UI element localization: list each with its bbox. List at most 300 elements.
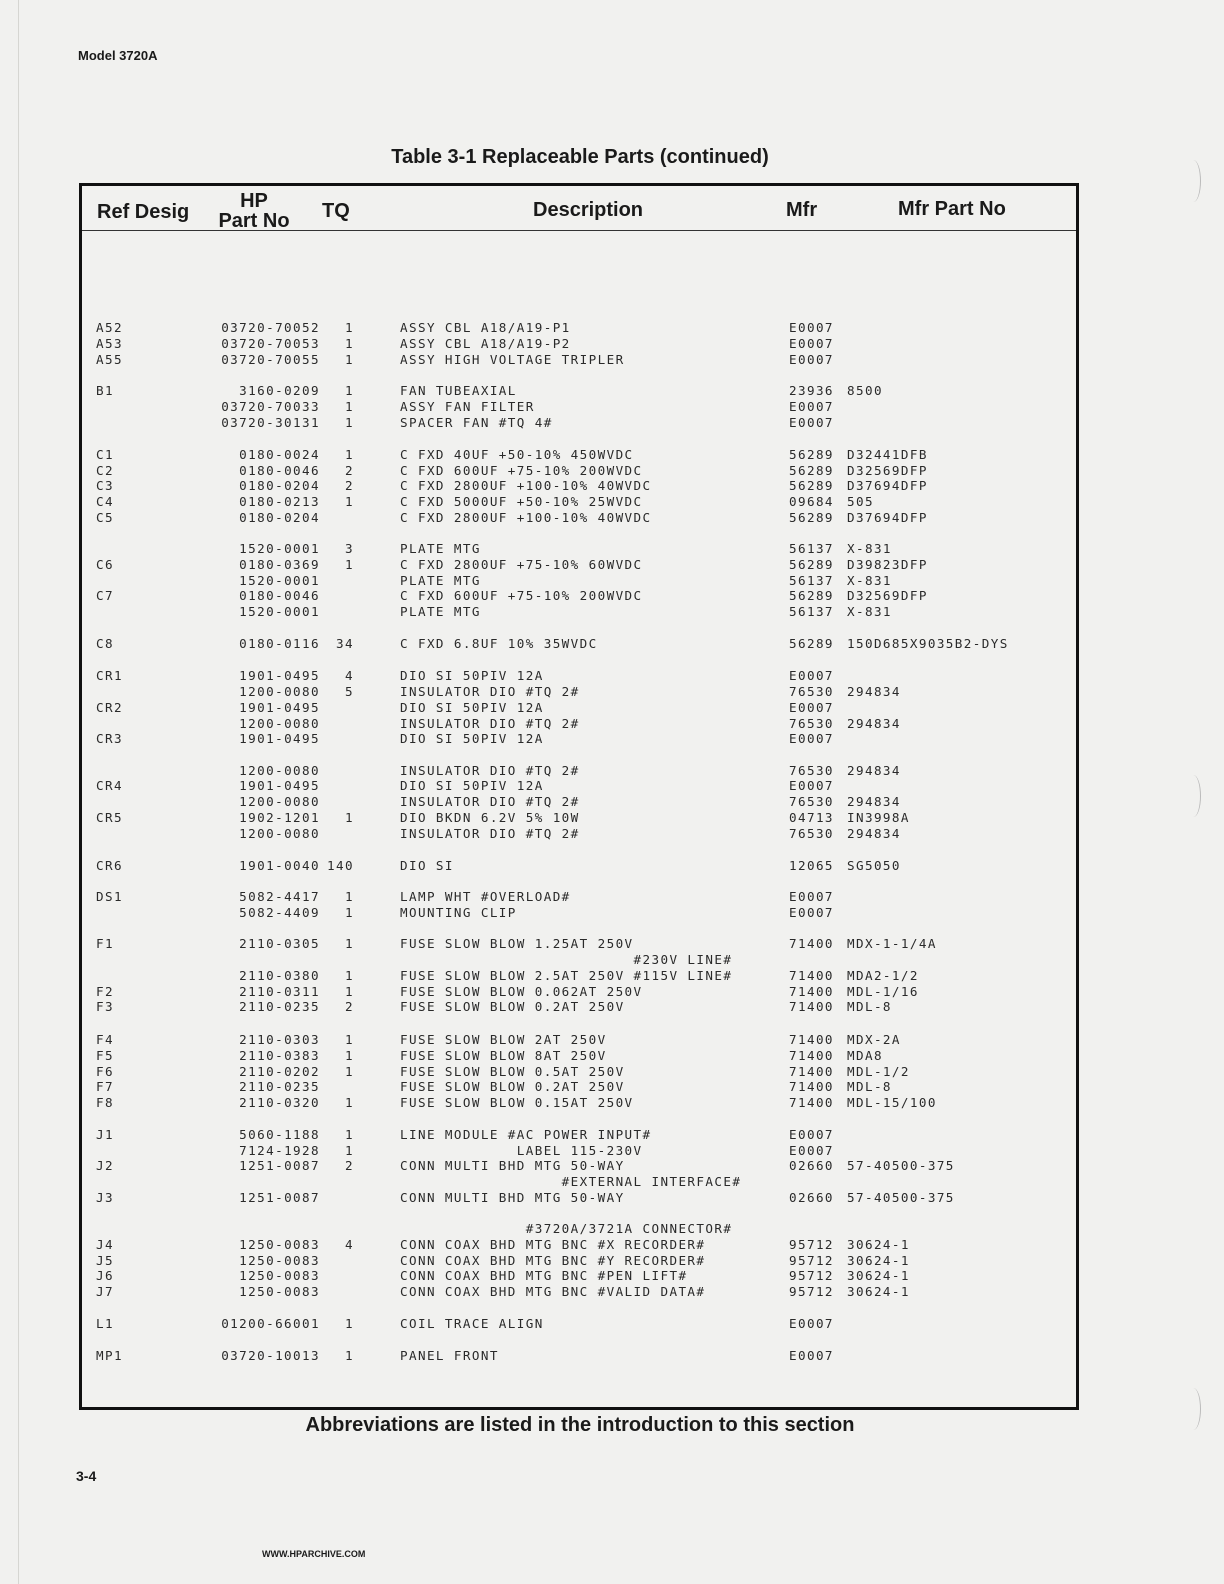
binder-hole-mark (1186, 160, 1201, 202)
description-cell: CONN MULTI BHD MTG 50-WAY (400, 1158, 625, 1173)
mfr-part-no-cell: MDA2-1/2 (847, 968, 919, 983)
mfr-cell: 95712 (789, 1268, 834, 1283)
part-number-cell: 1200-0080 (239, 826, 320, 841)
part-number-cell: 0180-0116 (239, 636, 320, 651)
mfr-cell: 09684 (789, 494, 834, 509)
mfr-cell: 71400 (789, 1064, 834, 1079)
table-row (82, 383, 1082, 399)
description-cell: DIO BKDN 6.2V 5% 10W (400, 810, 580, 825)
mfr-cell: 95712 (789, 1284, 834, 1299)
mfr-part-no-cell: D32569DFP (847, 463, 928, 478)
description-cell: ASSY HIGH VOLTAGE TRIPLER (400, 352, 625, 367)
part-number-cell: 1901-0040 (239, 858, 320, 873)
table-row (82, 352, 1082, 368)
table-row (82, 984, 1082, 1000)
ref-desig-cell: C5 (96, 510, 114, 525)
table-row (82, 1221, 1082, 1237)
description-cell: FUSE SLOW BLOW 0.5AT 250V (400, 1064, 625, 1079)
mfr-cell: 95712 (789, 1237, 834, 1252)
description-cell: LABEL 115-230V (400, 1143, 643, 1158)
mfr-part-no-cell: MDA8 (847, 1048, 883, 1063)
table-row (82, 936, 1082, 952)
table-row (82, 1316, 1082, 1332)
part-number-cell: 1200-0080 (239, 716, 320, 731)
description-cell: FUSE SLOW BLOW 0.15AT 250V (400, 1095, 634, 1110)
description-cell: DIO SI 50PIV 12A (400, 700, 544, 715)
description-cell: DIO SI (400, 858, 454, 873)
ref-desig-cell: F5 (96, 1048, 114, 1063)
mfr-cell: E0007 (789, 1316, 834, 1331)
tq-cell: 4 (345, 1237, 354, 1252)
ref-desig-cell: C3 (96, 478, 114, 493)
mfr-cell: 71400 (789, 1048, 834, 1063)
description-cell: C FXD 2800UF +100-10% 40WVDC (400, 510, 652, 525)
table-row (82, 1143, 1082, 1159)
part-number-cell: 1200-0080 (239, 763, 320, 778)
column-header-tq: TQ (322, 200, 350, 222)
mfr-cell: 04713 (789, 810, 834, 825)
description-cell: FUSE SLOW BLOW 2.5AT 250V #115V LINE# (400, 968, 733, 983)
tq-cell: 1 (345, 557, 354, 572)
tq-cell: 1 (345, 1143, 354, 1158)
table-row (82, 399, 1082, 415)
tq-cell: 3 (345, 541, 354, 556)
tq-cell: 1 (345, 415, 354, 430)
part-number-cell: 1901-0495 (239, 778, 320, 793)
description-cell: INSULATOR DIO #TQ 2# (400, 763, 580, 778)
table-row (82, 668, 1082, 684)
mfr-cell: E0007 (789, 668, 834, 683)
mfr-cell: 71400 (789, 1095, 834, 1110)
mfr-cell: 56137 (789, 604, 834, 619)
description-cell: INSULATOR DIO #TQ 2# (400, 826, 580, 841)
mfr-cell: E0007 (789, 352, 834, 367)
mfr-cell: 71400 (789, 984, 834, 999)
ref-desig-cell: CR4 (96, 778, 123, 793)
description-cell: CONN COAX BHD MTG BNC #PEN LIFT# (400, 1268, 688, 1283)
model-label: Model 3720A (78, 48, 158, 63)
part-number-cell: 3160-0209 (239, 383, 320, 398)
mfr-part-no-cell: 150D685X9035B2-DYS (847, 636, 1009, 651)
mfr-cell: E0007 (789, 415, 834, 430)
ref-desig-cell: C7 (96, 588, 114, 603)
ref-desig-cell: F6 (96, 1064, 114, 1079)
ref-desig-cell: CR6 (96, 858, 123, 873)
mfr-part-no-cell: D37694DFP (847, 510, 928, 525)
table-row (82, 1158, 1082, 1174)
description-cell: CONN COAX BHD MTG BNC #Y RECORDER# (400, 1253, 706, 1268)
table-row (82, 1284, 1082, 1300)
table-row (82, 1253, 1082, 1269)
mfr-cell: 02660 (789, 1158, 834, 1173)
description-cell: PLATE MTG (400, 573, 481, 588)
table-row (82, 336, 1082, 352)
part-number-cell: 2110-0235 (239, 1079, 320, 1094)
mfr-part-no-cell: D32441DFB (847, 447, 928, 462)
table-row (82, 1064, 1082, 1080)
table-row (82, 968, 1082, 984)
mfr-part-no-cell: X-831 (847, 541, 892, 556)
description-cell: CONN COAX BHD MTG BNC #VALID DATA# (400, 1284, 706, 1299)
description-cell: FUSE SLOW BLOW 0.2AT 250V (400, 1079, 625, 1094)
mfr-cell: E0007 (789, 778, 834, 793)
table-row (82, 415, 1082, 431)
table-row (82, 1079, 1082, 1095)
mfr-cell: E0007 (789, 1127, 834, 1142)
table-row (82, 763, 1082, 779)
tq-cell: 1 (345, 1048, 354, 1063)
mfr-cell: 71400 (789, 968, 834, 983)
mfr-part-no-cell: MDX-1-1/4A (847, 936, 937, 951)
part-number-cell: 2110-0303 (239, 1032, 320, 1047)
tq-cell: 1 (345, 810, 354, 825)
mfr-part-no-cell: 57-40500-375 (847, 1158, 955, 1173)
part-number-cell: 7124-1928 (239, 1143, 320, 1158)
mfr-part-no-cell: 294834 (847, 794, 901, 809)
part-number-cell: 03720-70053 (221, 336, 320, 351)
table-row (82, 478, 1082, 494)
abbreviations-note: Abbreviations are listed in the introduction to this section (305, 1414, 855, 1436)
tq-cell: 1 (345, 984, 354, 999)
table-row (82, 541, 1082, 557)
mfr-cell: 02660 (789, 1190, 834, 1205)
part-number-cell: 2110-0383 (239, 1048, 320, 1063)
mfr-cell: E0007 (789, 889, 834, 904)
part-number-cell: 03720-70055 (221, 352, 320, 367)
part-number-cell: 1250-0083 (239, 1237, 320, 1252)
mfr-cell: 71400 (789, 1079, 834, 1094)
ref-desig-cell: MP1 (96, 1348, 123, 1363)
mfr-part-no-cell: MDL-8 (847, 1079, 892, 1094)
mfr-cell: 71400 (789, 936, 834, 951)
description-cell: C FXD 2800UF +100-10% 40WVDC (400, 478, 652, 493)
part-number-cell: 0180-0213 (239, 494, 320, 509)
column-header-part-no: Part No (218, 210, 290, 232)
ref-desig-cell: C2 (96, 463, 114, 478)
tq-cell: 1 (345, 399, 354, 414)
ref-desig-cell: J3 (96, 1190, 114, 1205)
part-number-cell: 2110-0311 (239, 984, 320, 999)
part-number-cell: 1902-1201 (239, 810, 320, 825)
tq-cell: 1 (345, 447, 354, 462)
ref-desig-cell: C6 (96, 557, 114, 572)
description-cell: PLATE MTG (400, 604, 481, 619)
description-cell: C FXD 5000UF +50-10% 25WVDC (400, 494, 643, 509)
part-number-cell: 2110-0235 (239, 999, 320, 1014)
table-row (82, 810, 1082, 826)
part-number-cell: 5082-4409 (239, 905, 320, 920)
table-row (82, 952, 1082, 968)
mfr-part-no-cell: 30624-1 (847, 1253, 910, 1268)
ref-desig-cell: F2 (96, 984, 114, 999)
tq-cell: 2 (345, 478, 354, 493)
part-number-cell: 0180-0204 (239, 478, 320, 493)
tq-cell: 1 (345, 494, 354, 509)
ref-desig-cell: J1 (96, 1127, 114, 1142)
archive-url: WWW.HPARCHIVE.COM (262, 1549, 366, 1559)
description-cell: #EXTERNAL INTERFACE# (400, 1174, 742, 1189)
part-number-cell: 1901-0495 (239, 668, 320, 683)
mfr-part-no-cell: 8500 (847, 383, 883, 398)
part-number-cell: 1250-0083 (239, 1268, 320, 1283)
mfr-cell: 56137 (789, 573, 834, 588)
part-number-cell: 01200-66001 (221, 1316, 320, 1331)
description-cell: LINE MODULE #AC POWER INPUT# (400, 1127, 652, 1142)
ref-desig-cell: F3 (96, 999, 114, 1014)
table-row (82, 700, 1082, 716)
mfr-part-no-cell: MDL-1/16 (847, 984, 919, 999)
part-number-cell: 5082-4417 (239, 889, 320, 904)
mfr-cell: 12065 (789, 858, 834, 873)
table-row (82, 604, 1082, 620)
mfr-cell: E0007 (789, 700, 834, 715)
description-cell: FUSE SLOW BLOW 0.2AT 250V (400, 999, 625, 1014)
description-cell: FUSE SLOW BLOW 8AT 250V (400, 1048, 607, 1063)
description-cell: C FXD 6.8UF 10% 35WVDC (400, 636, 598, 651)
mfr-part-no-cell: 57-40500-375 (847, 1190, 955, 1205)
mfr-part-no-cell: 30624-1 (847, 1237, 910, 1252)
mfr-part-no-cell: 294834 (847, 684, 901, 699)
mfr-cell: 56289 (789, 588, 834, 603)
tq-cell: 2 (345, 463, 354, 478)
mfr-cell: 56289 (789, 463, 834, 478)
description-cell: LAMP WHT #OVERLOAD# (400, 889, 571, 904)
tq-cell: 34 (336, 636, 354, 651)
table-row (82, 858, 1082, 874)
ref-desig-cell: C8 (96, 636, 114, 651)
ref-desig-cell: CR2 (96, 700, 123, 715)
table-row (82, 447, 1082, 463)
table-row (82, 826, 1082, 842)
mfr-cell: 56289 (789, 636, 834, 651)
table-row (82, 510, 1082, 526)
part-number-cell: 1200-0080 (239, 794, 320, 809)
mfr-part-no-cell: D32569DFP (847, 588, 928, 603)
mfr-cell: E0007 (789, 336, 834, 351)
table-title: Table 3-1 Replaceable Parts (continued) (391, 146, 769, 168)
mfr-cell: 56289 (789, 478, 834, 493)
table-row (82, 1095, 1082, 1111)
description-cell: #3720A/3721A CONNECTOR# (400, 1221, 733, 1236)
mfr-cell: 76530 (789, 763, 834, 778)
part-number-cell: 1520-0001 (239, 573, 320, 588)
table-row (82, 1032, 1082, 1048)
ref-desig-cell: J4 (96, 1237, 114, 1252)
table-row (82, 573, 1082, 589)
page-edge-shadow (18, 0, 19, 1584)
description-cell: ASSY FAN FILTER (400, 399, 535, 414)
mfr-cell: 56289 (789, 447, 834, 462)
mfr-part-no-cell: IN3998A (847, 810, 910, 825)
mfr-part-no-cell: D39823DFP (847, 557, 928, 572)
table-body (82, 186, 1082, 1386)
mfr-cell: 76530 (789, 826, 834, 841)
mfr-part-no-cell: 30624-1 (847, 1284, 910, 1299)
table-row (82, 999, 1082, 1015)
description-cell: DIO SI 50PIV 12A (400, 731, 544, 746)
ref-desig-cell: J2 (96, 1158, 114, 1173)
mfr-part-no-cell: SG5050 (847, 858, 901, 873)
description-cell: #230V LINE# (400, 952, 733, 967)
tq-cell: 4 (345, 668, 354, 683)
mfr-cell: E0007 (789, 1143, 834, 1158)
ref-desig-cell: A55 (96, 352, 123, 367)
tq-cell: 1 (345, 352, 354, 367)
part-number-cell: 03720-70033 (221, 399, 320, 414)
description-cell: FAN TUBEAXIAL (400, 383, 517, 398)
part-number-cell: 5060-1188 (239, 1127, 320, 1142)
description-cell: COIL TRACE ALIGN (400, 1316, 544, 1331)
part-number-cell: 1250-0083 (239, 1253, 320, 1268)
part-number-cell: 0180-0204 (239, 510, 320, 525)
mfr-cell: 71400 (789, 999, 834, 1014)
ref-desig-cell: J7 (96, 1284, 114, 1299)
tq-cell: 1 (345, 336, 354, 351)
part-number-cell: 2110-0380 (239, 968, 320, 983)
part-number-cell: 1251-0087 (239, 1158, 320, 1173)
table-row (82, 494, 1082, 510)
ref-desig-cell: F8 (96, 1095, 114, 1110)
part-number-cell: 03720-70052 (221, 320, 320, 335)
part-number-cell: 0180-0046 (239, 463, 320, 478)
table-row (82, 1174, 1082, 1190)
table-row (82, 463, 1082, 479)
ref-desig-cell: A53 (96, 336, 123, 351)
description-cell: INSULATOR DIO #TQ 2# (400, 716, 580, 731)
mfr-cell: 56289 (789, 510, 834, 525)
mfr-cell: 56137 (789, 541, 834, 556)
ref-desig-cell: J5 (96, 1253, 114, 1268)
tq-cell: 1 (345, 1348, 354, 1363)
mfr-cell: E0007 (789, 320, 834, 335)
description-cell: INSULATOR DIO #TQ 2# (400, 794, 580, 809)
part-number-cell: 1250-0083 (239, 1284, 320, 1299)
description-cell: MOUNTING CLIP (400, 905, 517, 920)
part-number-cell: 1251-0087 (239, 1190, 320, 1205)
tq-cell: 1 (345, 1032, 354, 1047)
mfr-cell: E0007 (789, 1348, 834, 1363)
ref-desig-cell: A52 (96, 320, 123, 335)
tq-cell: 140 (327, 858, 354, 873)
ref-desig-cell: B1 (96, 383, 114, 398)
part-number-cell: 0180-0369 (239, 557, 320, 572)
part-number-cell: 0180-0046 (239, 588, 320, 603)
tq-cell: 1 (345, 1127, 354, 1142)
tq-cell: 2 (345, 999, 354, 1014)
table-row (82, 1127, 1082, 1143)
tq-cell: 1 (345, 1316, 354, 1331)
part-number-cell: 1901-0495 (239, 731, 320, 746)
mfr-cell: 76530 (789, 684, 834, 699)
table-row (82, 684, 1082, 700)
tq-cell: 1 (345, 905, 354, 920)
tq-cell: 1 (345, 320, 354, 335)
mfr-part-no-cell: X-831 (847, 573, 892, 588)
mfr-cell: E0007 (789, 731, 834, 746)
tq-cell: 2 (345, 1158, 354, 1173)
table-row (82, 716, 1082, 732)
ref-desig-cell: C1 (96, 447, 114, 462)
ref-desig-cell: CR1 (96, 668, 123, 683)
page-number: 3-4 (76, 1468, 97, 1484)
part-number-cell: 1901-0495 (239, 700, 320, 715)
part-number-cell: 2110-0305 (239, 936, 320, 951)
table-row (82, 636, 1082, 652)
binder-hole-mark (1186, 1388, 1201, 1430)
table-row (82, 794, 1082, 810)
description-cell: INSULATOR DIO #TQ 2# (400, 684, 580, 699)
tq-cell: 1 (345, 1095, 354, 1110)
description-cell: C FXD 2800UF +75-10% 60WVDC (400, 557, 643, 572)
description-cell: C FXD 600UF +75-10% 200WVDC (400, 463, 643, 478)
tq-cell: 1 (345, 936, 354, 951)
mfr-part-no-cell: MDL-8 (847, 999, 892, 1014)
description-cell: ASSY CBL A18/A19-P1 (400, 320, 571, 335)
mfr-cell: E0007 (789, 905, 834, 920)
parts-table (79, 183, 1079, 1410)
description-cell: PLATE MTG (400, 541, 481, 556)
table-row (82, 1348, 1082, 1364)
table-row (82, 588, 1082, 604)
description-cell: FUSE SLOW BLOW 1.25AT 250V (400, 936, 634, 951)
mfr-part-no-cell: MDL-1/2 (847, 1064, 910, 1079)
description-cell: FUSE SLOW BLOW 2AT 250V (400, 1032, 607, 1047)
description-cell: CONN MULTI BHD MTG 50-WAY (400, 1190, 625, 1205)
description-cell: C FXD 40UF +50-10% 450WVDC (400, 447, 634, 462)
part-number-cell: 03720-10013 (221, 1348, 320, 1363)
mfr-cell: 23936 (789, 383, 834, 398)
ref-desig-cell: CR5 (96, 810, 123, 825)
binder-hole-mark (1186, 775, 1201, 817)
mfr-cell: 71400 (789, 1032, 834, 1047)
ref-desig-cell: L1 (96, 1316, 114, 1331)
description-cell: C FXD 600UF +75-10% 200WVDC (400, 588, 643, 603)
description-cell: DIO SI 50PIV 12A (400, 778, 544, 793)
mfr-part-no-cell: 294834 (847, 716, 901, 731)
table-row (82, 731, 1082, 747)
table-row (82, 1268, 1082, 1284)
mfr-part-no-cell: 505 (847, 494, 874, 509)
part-number-cell: 2110-0202 (239, 1064, 320, 1079)
description-cell: SPACER FAN #TQ 4# (400, 415, 553, 430)
table-row (82, 320, 1082, 336)
ref-desig-cell: F4 (96, 1032, 114, 1047)
column-header-mfr-part-no: Mfr Part No (898, 198, 1006, 220)
description-cell: FUSE SLOW BLOW 0.062AT 250V (400, 984, 643, 999)
description-cell: PANEL FRONT (400, 1348, 499, 1363)
mfr-cell: 76530 (789, 794, 834, 809)
ref-desig-cell: J6 (96, 1268, 114, 1283)
table-row (82, 778, 1082, 794)
column-header-description: Description (533, 199, 644, 221)
mfr-part-no-cell: MDX-2A (847, 1032, 901, 1047)
ref-desig-cell: CR3 (96, 731, 123, 746)
mfr-part-no-cell: D37694DFP (847, 478, 928, 493)
ref-desig-cell: F7 (96, 1079, 114, 1094)
mfr-part-no-cell: X-831 (847, 604, 892, 619)
ref-desig-cell: DS1 (96, 889, 123, 904)
mfr-part-no-cell: MDL-15/100 (847, 1095, 937, 1110)
tq-cell: 1 (345, 1064, 354, 1079)
mfr-cell: 56289 (789, 557, 834, 572)
mfr-cell: 76530 (789, 716, 834, 731)
table-row (82, 1048, 1082, 1064)
mfr-cell: 95712 (789, 1253, 834, 1268)
mfr-cell: E0007 (789, 399, 834, 414)
part-number-cell: 1200-0080 (239, 684, 320, 699)
column-header-mfr: Mfr (786, 199, 818, 221)
part-number-cell: 1520-0001 (239, 541, 320, 556)
